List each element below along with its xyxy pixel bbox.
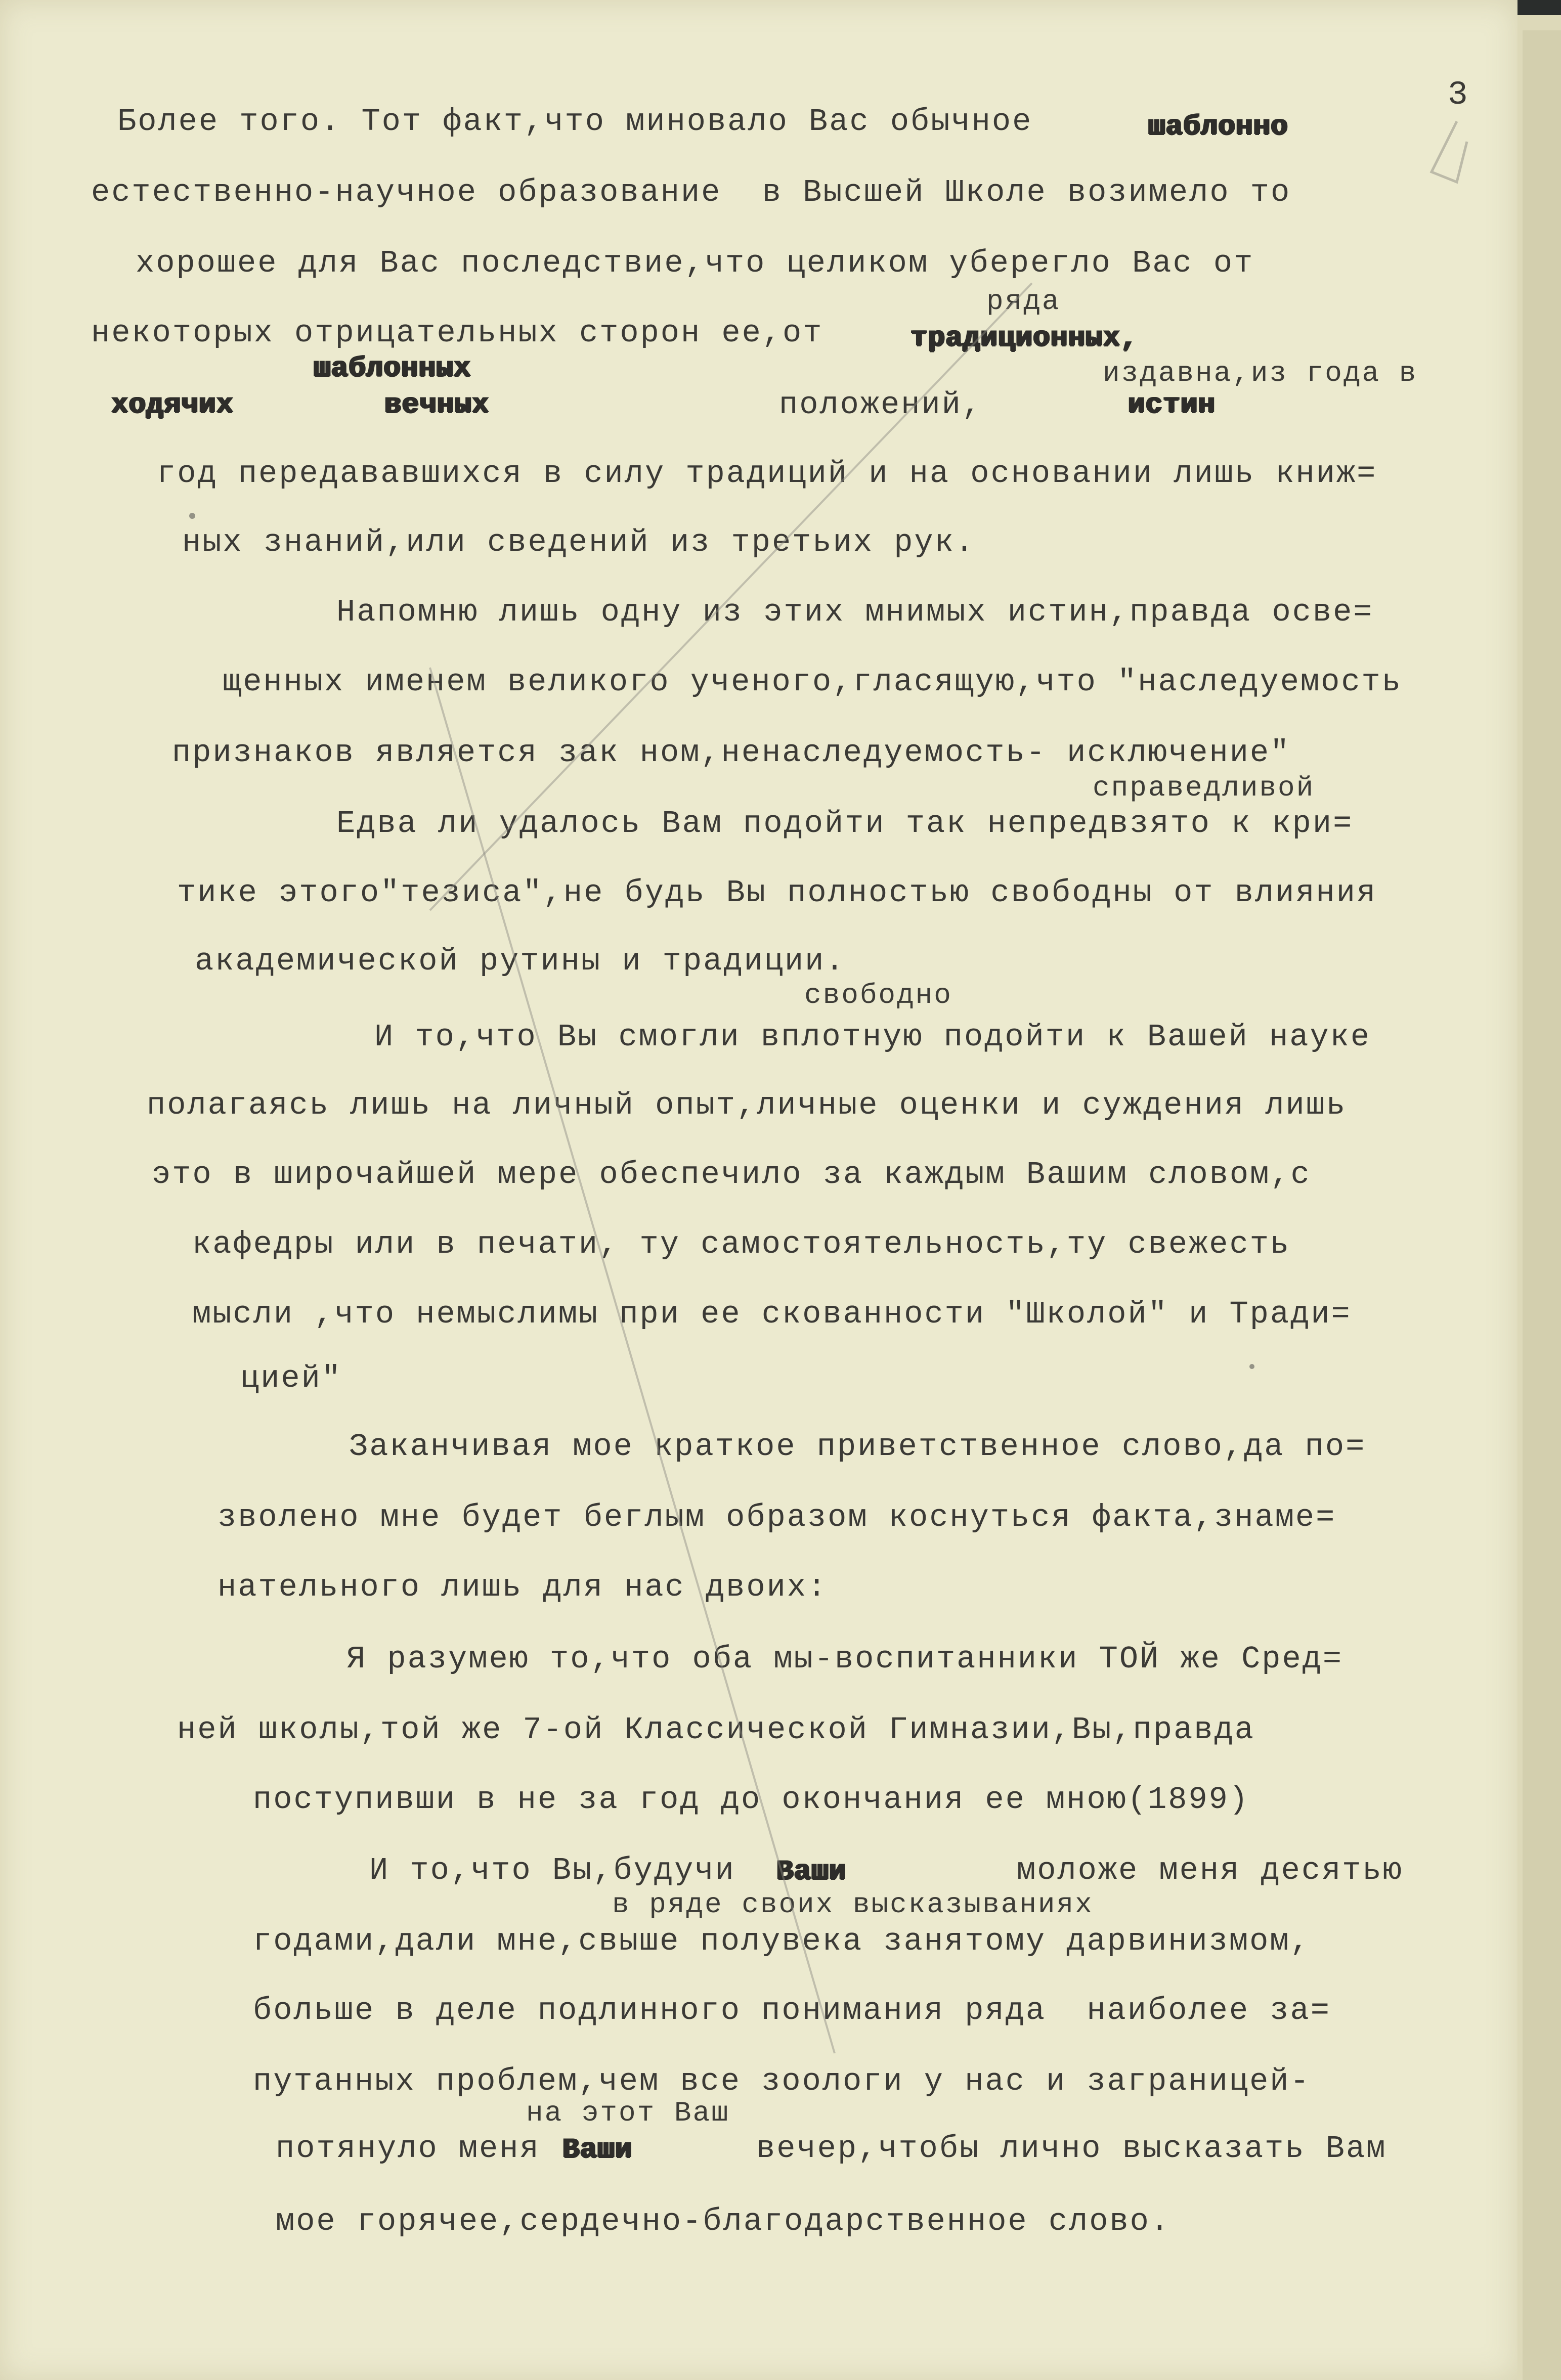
struck-out-word: ходячих <box>111 388 234 421</box>
text-line: признаков является зак ном,ненаследуемость- исключение" <box>172 735 1291 771</box>
struck-out-word: Ваши <box>562 2133 633 2166</box>
underlying-sheet-edge <box>1523 30 1561 2380</box>
text-line: больше в деле подлинного понимания ряда наиболее за= <box>253 1993 1331 2029</box>
text-line: год передававшихся в силу традиций и на основании лишь книж= <box>157 456 1377 492</box>
struck-out-word: вечных <box>384 388 490 421</box>
text-line: годами,дали мне,свыше полувека занятому дарвинизмом, <box>253 1923 1311 1959</box>
text-line: Я разумею то,что оба мы-воспитанники ТОЙ же Сред= <box>346 1641 1343 1677</box>
text-line: ных знаний,или сведений из третьих рук. <box>182 524 976 560</box>
ink-dot <box>1249 1364 1254 1369</box>
text-line: Напомню лишь одну из этих мнимых истин,правда осве= <box>336 594 1374 630</box>
ink-dot <box>189 513 195 519</box>
text-line: И то,что Вы смогли вплотную подойти к Вашей науке <box>374 1019 1371 1055</box>
text-line: естественно-научное образование в Высшей Школе возимело то <box>91 174 1291 210</box>
text-line: поступивши в не за год до окончания ее мною(1899) <box>253 1782 1250 1818</box>
text-line: мысли ,что немыслимы при ее скованности "Школой" и Тради= <box>192 1296 1352 1332</box>
text-line: потянуло меня <box>276 2131 540 2167</box>
text-line: вечер,чтобы лично высказать Вам <box>756 2131 1387 2167</box>
text-line: моложе меня десятью <box>1017 1853 1403 1888</box>
insertion: свободно <box>804 979 952 1011</box>
text-line: цией" <box>240 1360 342 1396</box>
pencil-diagonal-stroke <box>430 283 1032 910</box>
text-line: Едва ли удалось Вам подойти так непредвзято к кри= <box>336 806 1354 842</box>
insertion: издавна,из года в <box>1103 357 1418 389</box>
text-line: хорошее для Вас последствие,что целиком уберегло Вас от <box>136 245 1254 281</box>
struck-out-word: шаблонных <box>314 352 471 384</box>
text-line: положений, <box>779 387 983 423</box>
insertion: справедливой <box>1093 772 1315 804</box>
struck-out-word: шаблонно <box>1148 110 1288 143</box>
text-line: И то,что Вы,будучи <box>369 1853 735 1888</box>
pencil-corner-mark <box>1432 121 1467 182</box>
page-number: 3 <box>1448 76 1468 114</box>
insertion: ряда <box>986 285 1061 318</box>
text-line: академической рутины и традиции. <box>195 943 846 979</box>
struck-out-word: традиционных, <box>910 322 1138 354</box>
struck-out-word: истин <box>1128 388 1216 421</box>
text-line: кафедры или в печати, ту самостоятельность,ту свежесть <box>192 1226 1291 1262</box>
text-line: зволено мне будет беглым образом коснуться факта,знаме= <box>218 1500 1336 1535</box>
text-line: ней школы,той же 7-ой Классической Гимназии,Вы,правда <box>177 1712 1255 1748</box>
text-line: это в широчайшей мере обеспечило за каждым Вашим словом,с <box>152 1157 1311 1193</box>
pencil-long-stroke <box>430 668 835 2053</box>
text-line: Заканчивая мое краткое приветственное слово,да по= <box>349 1429 1366 1465</box>
insertion: в ряде своих высказываниях <box>612 1888 1094 1921</box>
text-line: щенных именем великого ученого,гласящую,что "наследуемость <box>223 664 1402 700</box>
text-line: полагаясь лишь на личный опыт,личные оценки и суждения лишь <box>147 1087 1347 1123</box>
text-line: мое горячее,сердечно-благодарственное слово. <box>276 2203 1171 2239</box>
insertion: на этот Ваш <box>526 2097 730 2129</box>
text-line: нательного лишь для нас двоих: <box>218 1569 828 1605</box>
text-line: некоторых отрицательных сторон ее,от <box>91 315 823 351</box>
text-line: тике этого"тезиса",не будь Вы полностью свободны от влияния <box>177 875 1377 911</box>
text-line: Более того. Тот факт,что миновало Вас обычное <box>117 104 1033 140</box>
text-line: путанных проблем,чем все зоологи у нас и заграницей- <box>253 2063 1311 2099</box>
struck-out-word: Ваши <box>776 1855 847 1887</box>
